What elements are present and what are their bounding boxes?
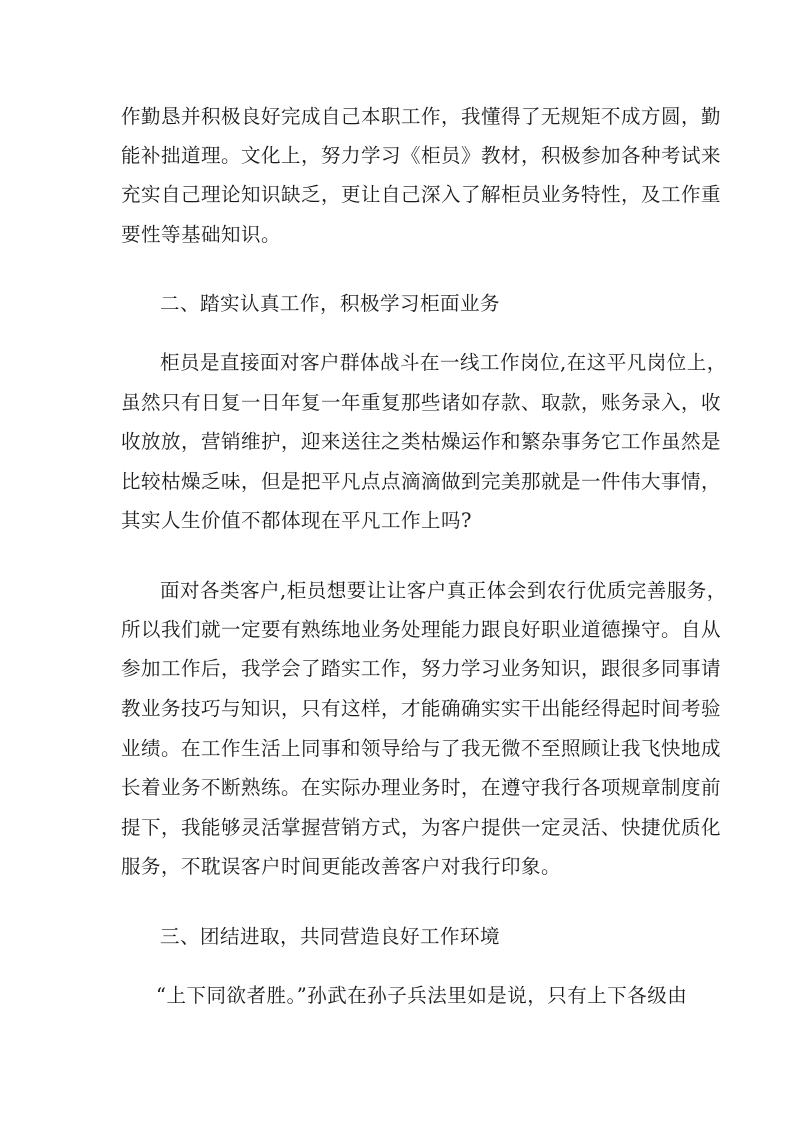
paragraph-4-line-1: “上下同欲者胜。”孙武在孙子兵法里如是说，只有上下各级由 — [156, 984, 688, 1007]
paragraph-3-line-2: 所以我们就一定要有熟练地业务处理能力跟良好职业道德操守。自从 — [121, 618, 722, 641]
paragraph-2-line-3: 收放放，营销维护，迎来送往之类枯燥运作和繁杂事务它工作虽然是 — [121, 430, 722, 453]
paragraph-3-line-6: 长着业务不断熟练。在实际办理业务时，在遵守我行各项规章制度前 — [121, 776, 722, 799]
paragraph-3-line-4: 教业务技巧与知识，只有这样，才能确确实实干出能经得起时间考验 — [121, 697, 722, 720]
paragraph-3-line-7: 提下，我能够灵活掌握营销方式，为客户提供一定灵活、快捷优质化 — [121, 816, 722, 839]
paragraph-2-line-4: 比较枯燥乏味，但是把平凡点点滴滴做到完美那就是一件伟大事情， — [121, 470, 722, 493]
paragraph-3-line-8: 服务，不耽误客户时间更能改善客户对我行印象。 — [121, 855, 562, 878]
section-heading-3: 三、团结进取，共同营造良好工作环境 — [160, 925, 501, 948]
paragraph-2-line-5: 其实人生价值不都体现在平凡工作上吗? — [121, 509, 472, 532]
paragraph-3-line-3: 参加工作后，我学会了踏实工作，努力学习业务知识，跟很多同事请 — [121, 657, 722, 680]
paragraph-2-line-1: 柜员是直接面对客户群体战斗在一线工作岗位,在这平凡岗位上， — [160, 351, 727, 374]
paragraph-1-line-4: 要性等基础知识。 — [121, 223, 282, 246]
paragraph-1-line-3: 充实自己理论知识缺乏，更让自己深入了解柜员业务特性，及工作重 — [121, 183, 722, 206]
section-heading-2: 二、踏实认真工作，积极学习柜面业务 — [160, 292, 501, 315]
paragraph-1-line-2: 能补拙道理。文化上，努力学习《柜员》教材，积极参加各种考试来 — [121, 144, 722, 167]
paragraph-2-line-2: 虽然只有日复一日年复一年重复那些诸如存款、取款，账务录入，收 — [121, 391, 722, 414]
paragraph-1-line-1: 作勤恳并积极良好完成自己本职工作，我懂得了无规矩不成方圆，勤 — [121, 105, 722, 128]
paragraph-3-line-1: 面对各类客户,柜员想要让让客户真正体会到农行优质完善服务， — [160, 579, 727, 602]
paragraph-3-line-5: 业绩。在工作生活上同事和领导给与了我无微不至照顾让我飞快地成 — [121, 737, 722, 760]
